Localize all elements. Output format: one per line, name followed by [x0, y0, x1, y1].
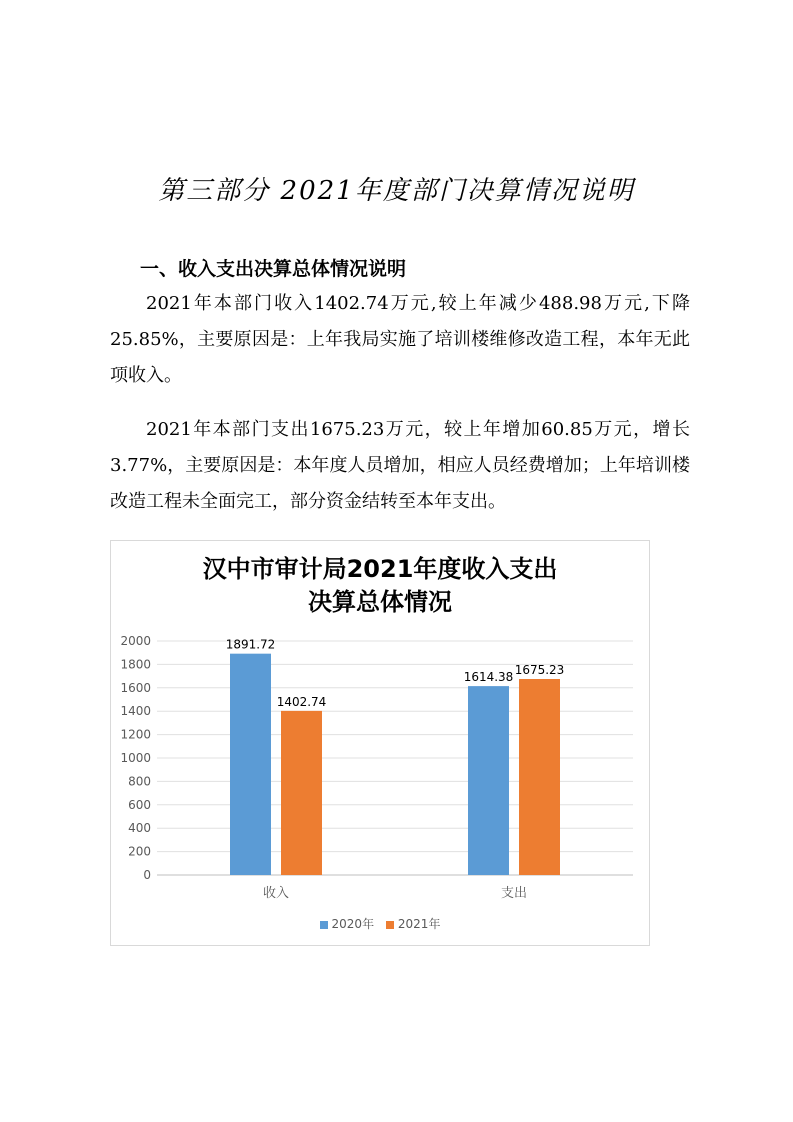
- y-tick-label: 1400: [120, 704, 151, 719]
- y-tick-label: 1000: [120, 751, 151, 765]
- bar-2020-expenditure: [468, 686, 509, 875]
- chart-container: [110, 540, 650, 946]
- y-tick-label: 1200: [120, 727, 151, 742]
- y-tick-label: 400: [128, 821, 151, 836]
- y-tick-label: 800: [128, 774, 151, 789]
- legend-swatch-2021: [386, 921, 394, 929]
- data-label: 1402.74: [276, 694, 327, 709]
- page-title: 第三部分 2021年度部门决算情况说明: [158, 176, 635, 206]
- legend-item-2020: [320, 915, 375, 932]
- bar-2021-expenditure: [519, 679, 560, 875]
- y-tick-label: 1600: [120, 680, 151, 695]
- y-tick-label: 0: [143, 868, 151, 882]
- data-label: 1675.23: [514, 662, 565, 677]
- chart-legend: [111, 915, 649, 932]
- bar-2021-income: [281, 711, 322, 875]
- bar-2020-income: [230, 654, 271, 875]
- y-tick-label: 200: [128, 844, 151, 859]
- y-tick-label: 2000: [120, 634, 151, 648]
- x-tick-label: 支出: [500, 886, 528, 901]
- legend-item-2021: [386, 915, 441, 932]
- paragraph-income: 2021年本部门收入1402.74万元,较上年减少488.98万元,下降25.85%，主要原因是：上年我局实施了培训楼维修改造工程，本年无此项收入。: [110, 293, 690, 386]
- paragraph-expenditure: 2021年本部门支出1675.23万元，较上年增加60.85万元，增长3.77%，主要原因是：本年度人员增加，相应人员经费增加；上年培训楼改造工程未全面完工，部分资金结转至本年支出。: [110, 419, 690, 512]
- section-heading: 一、收入支出决算总体情况说明: [140, 258, 407, 280]
- chart-title-line1: 汉中市审计局2021年度收入支出: [202, 555, 558, 583]
- legend-label-2021: 2021年: [397, 917, 441, 931]
- y-tick-label: 600: [128, 797, 151, 812]
- data-label: 1891.72: [225, 637, 276, 652]
- legend-swatch-2020: [320, 921, 328, 929]
- x-tick-label: 收入: [262, 886, 290, 901]
- chart-title-line2: 决算总体情况: [308, 588, 452, 616]
- data-label: 1614.38: [463, 670, 514, 685]
- y-tick-label: 1800: [120, 657, 151, 672]
- legend-label-2020: 2020年: [331, 917, 375, 931]
- bar-chart: [111, 541, 649, 945]
